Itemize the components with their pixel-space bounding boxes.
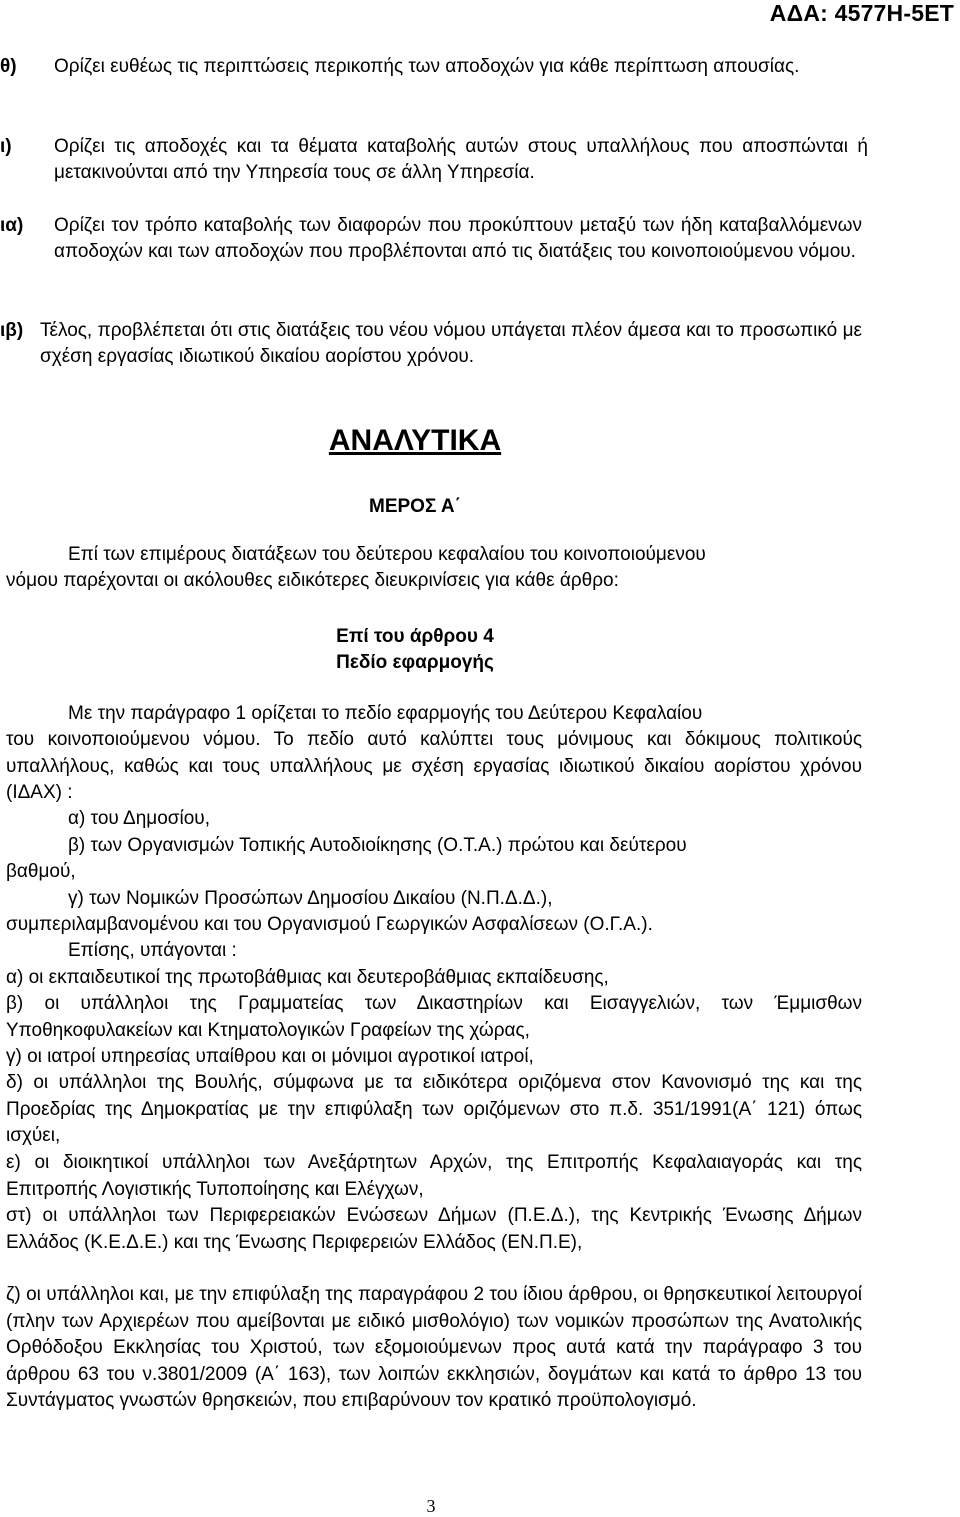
included-list-b: β) οι υπάλληλοι της Γραμματείας των Δικαστηρίων και Εισαγγελιών, των Έμμισθων Υποθηκοφυλακείων και Κτηματολογικών Γραφείων της χώρας, (6, 993, 862, 1041)
included-list-z: ζ) οι υπάλληλοι και, με την επιφύλαξη της παραγράφου 2 του ίδιου άρθρου, οι θρησκευτικοί λειτουργοί (πλην των Αρχιερέων που αμείβονται με ειδικό μισθολόγιο) των νομικών προσώπων της Ανατολικής Ορθόδοξου Εκκλησίας του Χριστού, των εξομοιούμενων προς αυτά κατά την παράγραφο 3 του άρθρου 63 του ν.3801/2009 (Α΄ 163), των λοιπών εκκλησιών, δογμάτων και κατά το άρθρο 13 του Συντάγματος γνωστών θρησκειών, που επιβαρύνουν τον κρατικό προϋπολογισμό. (6, 1284, 862, 1411)
item-label: θ) (0, 56, 17, 77)
list-b: β) των Οργανισμών Τοπικής Αυτοδιοίκησης (Ο.Τ.Α.) πρώτου και δεύτερου (68, 835, 687, 856)
paragraph-1-body: του κοινοποιούμενου νόμου. Το πεδίο αυτό καλύπτει τους μόνιμους και δόκιμους πολιτικούς υπαλλήλους, καθώς και τους υπαλλήλους με σχέση εργασίας ιδιωτικού δικαίου αορίστου χρόνου (ΙΔΑΧ) : (6, 729, 862, 803)
list-c-continuation: συμπεριλαμβανομένου και του Οργανισμού Γεωργικών Ασφαλίσεων (Ο.Γ.Α.). (6, 914, 653, 935)
article-subheading: Πεδίο εφαρμογής (336, 652, 494, 673)
included-list-c: γ) οι ιατροί υπηρεσίας υπαίθρου και οι μόνιμοι αγροτικοί ιατροί, (6, 1046, 534, 1067)
also-included: Επίσης, υπάγονται : (68, 940, 237, 961)
included-list-e: ε) οι διοικητικοί υπάλληλοι των Ανεξάρτητων Αρχών, της Επιτροπής Κεφαλαιαγοράς και της Επιτροπής Λογιστικής Τυποποίησης και Ελέγχων, (6, 1152, 862, 1200)
part-heading: ΜΕΡΟΣ Α΄ (369, 496, 461, 517)
intro-line-1: Επί των επιμέρους διατάξεων του δεύτερου κεφαλαίου του κοινοποιούμενου (68, 544, 706, 565)
included-list-d: δ) οι υπάλληλοι της Βουλής, σύμφωνα με τα ειδικότερα οριζόμενα στον Κανονισμό της και της Προεδρίας της Δημοκρατίας με την επιφύλαξη των οριζόμενων στο π.δ. 351/1991(Α΄ 121) όπως ισχύει, (6, 1072, 862, 1146)
paragraph-1-first-line: Με την παράγραφο 1 ορίζεται το πεδίο εφαρμογής του Δεύτερου Κεφαλαίου (68, 703, 703, 724)
article-heading: Επί του άρθρου 4 (336, 626, 494, 647)
section-title: ΑΝΑΛΥΤΙΚΑ (328, 424, 502, 457)
list-a: α) του Δημοσίου, (68, 808, 210, 829)
included-list-st: στ) οι υπάλληλοι των Περιφερειακών Ενώσεων Δήμων (Π.Ε.Δ.), της Κεντρικής Ένωσης Δήμων Ελλάδος (Κ.Ε.Δ.Ε.) και της Ένωσης Περιφερειών Ελλάδος (ΕΝ.Π.Ε), (6, 1205, 862, 1253)
page-number: 3 (426, 1496, 436, 1516)
item-label: ι) (0, 136, 12, 157)
item-text: Ορίζει ευθέως τις περιπτώσεις περικοπής των αποδοχών για κάθε περίπτωση απουσίας. (54, 56, 800, 77)
item-text: Ορίζει τον τρόπο καταβολής των διαφορών που προκύπτουν μεταξύ των ήδη καταβαλλόμενων αποδοχών και των αποδοχών που προβλέπονται από τις διατάξεις του κοινοποιούμενου νόμου. (54, 215, 862, 262)
list-b-continuation: βαθμού, (6, 861, 76, 882)
item-label: ια) (0, 215, 24, 236)
intro-line-2: νόμου παρέχονται οι ακόλουθες ειδικότερες διευκρινίσεις για κάθε άρθρο: (6, 570, 619, 591)
included-list-a: α) οι εκπαιδευτικοί της πρωτοβάθμιας και δευτεροβάθμιας εκπαίδευσης, (6, 967, 609, 988)
ada-code: ΑΔΑ: 4577Η-5ΕΤ (769, 0, 954, 26)
item-text: Τέλος, προβλέπεται ότι στις διατάξεις του νέου νόμου υπάγεται πλέον άμεσα και το προσωπικό με σχέση εργασίας ιδιωτικού δικαίου αορίστου χρόνου. (40, 320, 862, 367)
item-label: ιβ) (0, 320, 24, 341)
list-c: γ) των Νομικών Προσώπων Δημοσίου Δικαίου (Ν.Π.Δ.Δ.), (68, 888, 553, 909)
item-text: Ορίζει τις αποδοχές και τα θέματα καταβολής αυτών στους υπαλλήλους που αποσπώνται ή μετακινούνται από την Υπηρεσία τους σε άλλη Υπηρεσία. (54, 136, 868, 183)
